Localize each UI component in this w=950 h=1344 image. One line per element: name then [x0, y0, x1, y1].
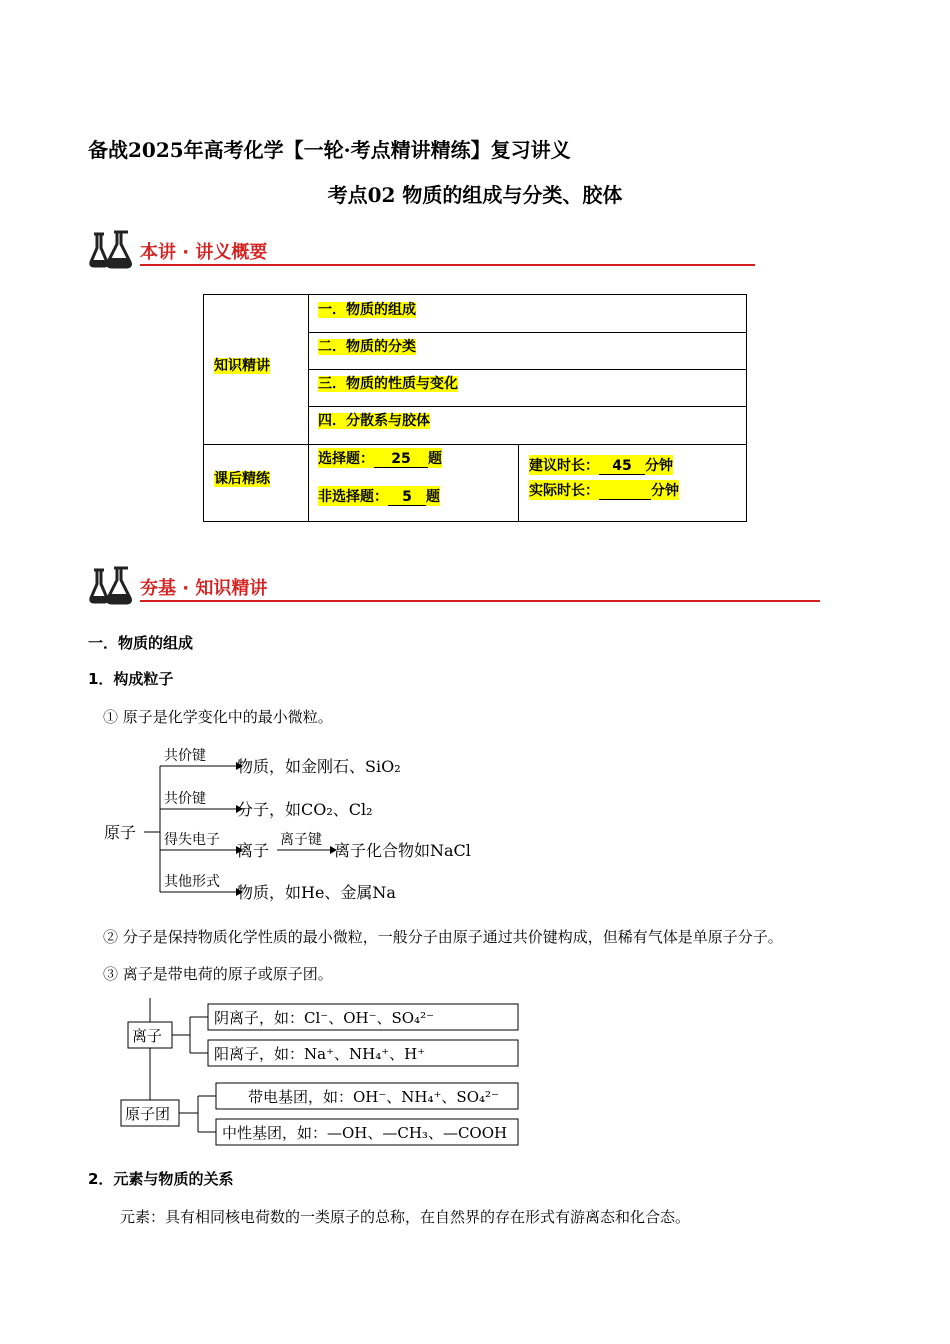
diagram-result: 离子	[237, 841, 270, 860]
section-header-knowledge	[88, 566, 823, 606]
section-header-overview	[88, 230, 758, 270]
section-label: 本讲 · 讲义概要	[140, 242, 268, 263]
heading-particles: 1．构成粒子	[88, 670, 174, 688]
paragraph-element: 元素：具有相同核电荷数的一类原子的总称，在自然界的存在形式有游离态和化合态。	[120, 1208, 691, 1226]
choice-count: 选择题： 25 题	[318, 448, 442, 468]
diagram-edge-label: 得失电子	[164, 832, 220, 848]
table-divider	[308, 369, 746, 370]
ion-box-label: 离子	[132, 1027, 163, 1045]
actual-duration: 实际时长： 分钟	[529, 480, 679, 500]
heading-element-relation: 2．元素与物质的关系	[88, 1170, 234, 1188]
row-label-practice: 课后精练	[214, 471, 270, 487]
diagram-edge-label: 离子键	[280, 832, 322, 848]
group-box-label: 原子团	[125, 1105, 171, 1123]
table-divider	[308, 295, 309, 521]
overview-table	[203, 294, 747, 522]
diagram-edge-label: 其他形式	[164, 874, 220, 890]
section-rule	[140, 264, 755, 266]
diagram-result: 离子化合物如NaCl	[334, 841, 471, 860]
table-divider	[308, 406, 746, 407]
suggested-duration: 建议时长： 45 分钟	[529, 455, 673, 475]
section-label: 夯基 · 知识精讲	[140, 578, 268, 599]
charged-group-examples: 带电基团，如：OH⁻、NH₄⁺、SO₄²⁻	[248, 1088, 499, 1106]
diagram-edge-label: 共价键	[164, 791, 206, 807]
row-label-knowledge: 知识精讲	[214, 358, 270, 374]
section-rule	[140, 600, 820, 602]
atom-diagram	[100, 742, 500, 912]
diagram-result: 物质，如金刚石、SiO₂	[237, 757, 401, 776]
overview-item: 二．物质的分类	[318, 339, 416, 355]
paragraph-molecule: ② 分子是保持物质化学性质的最小微粒，一般分子由原子通过共价键构成，但稀有气体是单原子分子。	[103, 928, 783, 946]
diagram-result: 物质，如He、金属Na	[237, 883, 396, 902]
heading-composition: 一．物质的组成	[88, 634, 194, 652]
table-divider	[518, 445, 519, 522]
paragraph-atom: ① 原子是化学变化中的最小微粒。	[103, 708, 333, 726]
ion-diagram	[118, 998, 528, 1150]
table-divider	[204, 444, 746, 445]
diagram-root: 原子	[104, 823, 137, 842]
overview-item: 三．物质的性质与变化	[318, 376, 458, 392]
document-title: 备战2025年高考化学【一轮·考点精讲精练】复习讲义	[88, 138, 571, 162]
flask-icon	[88, 230, 134, 270]
diagram-result: 分子，如CO₂、Cl₂	[237, 800, 373, 819]
neutral-group-examples: 中性基团，如：—OH、—CH₃、—COOH	[222, 1124, 508, 1142]
anion-examples: 阴离子，如：Cl⁻、OH⁻、SO₄²⁻	[214, 1009, 435, 1027]
cation-examples: 阳离子，如：Na⁺、NH₄⁺、H⁺	[214, 1045, 426, 1063]
table-divider	[308, 332, 746, 333]
nonchoice-count: 非选择题： 5 题	[318, 486, 440, 506]
overview-item: 四．分散系与胶体	[318, 413, 430, 429]
paragraph-ion: ③ 离子是带电荷的原子或原子团。	[103, 965, 333, 983]
overview-item: 一．物质的组成	[318, 302, 416, 318]
document-subtitle: 考点02 物质的组成与分类、胶体	[327, 183, 623, 207]
flask-icon	[88, 566, 134, 606]
diagram-edge-label: 共价键	[164, 748, 206, 764]
